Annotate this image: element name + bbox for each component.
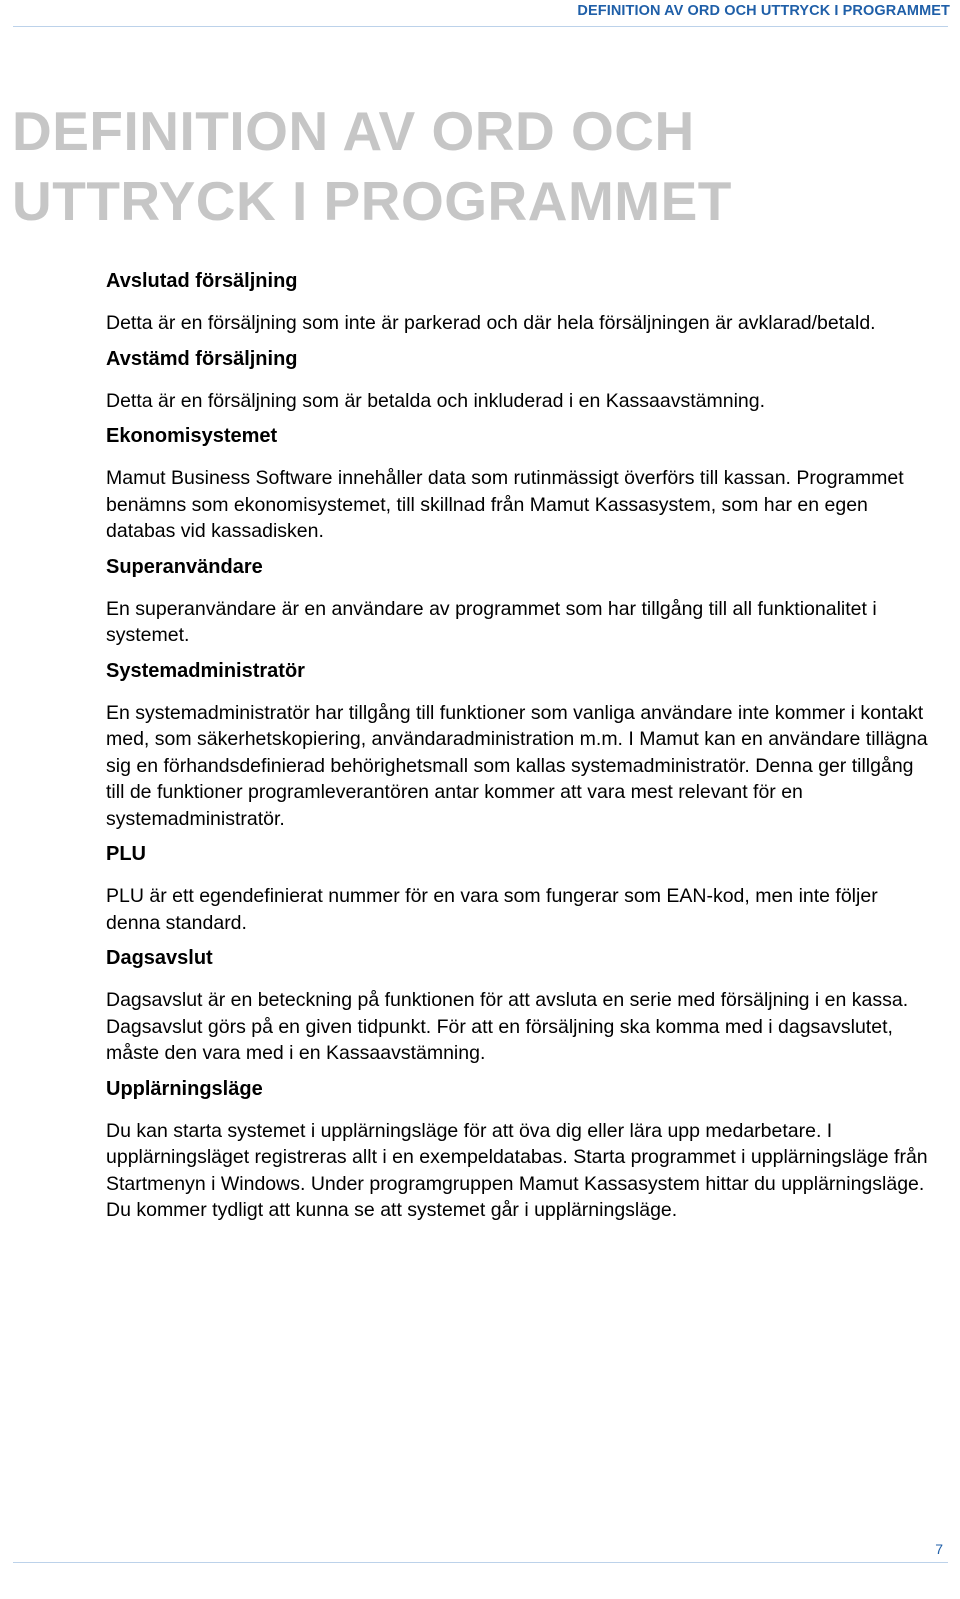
glossary-term: Superanvändare: [106, 555, 263, 578]
glossary-entry-avstamd-forsaljning: [106, 346, 936, 415]
glossary-term: Avslutad försäljning: [106, 270, 298, 292]
glossary-term: Ekonomisystemet: [106, 425, 278, 447]
glossary-entry-plu: [106, 841, 936, 936]
glossary-term: Upplärningsläge: [106, 1077, 263, 1100]
glossary-entry-systemadministrator: [106, 658, 936, 833]
glossary-list: [106, 268, 936, 1233]
footer-divider: [13, 1562, 948, 1563]
glossary-definition: Du kan starta systemet i upplärningsläge för att öva dig eller lära upp medarbetare. I upplärningsläget registreras allt i en exempeldatabas. Starta programmet i upplärningsläge från Startmenyn i Windows. Under programgruppen Mamut Kassasystem hittar du upplärningsläge. Du kommer tydligt att kunna se att systemet går i upplärningsläge.: [106, 1119, 928, 1221]
glossary-entry-ekonomisystemet: [106, 423, 936, 545]
header-divider: [13, 26, 948, 27]
chapter-title: DEFINITION AV ORD OCH UTTRYCK I PROGRAMMET: [12, 100, 732, 232]
glossary-entry-dagsavslut: [106, 945, 936, 1067]
glossary-definition: Dagsavslut är en beteckning på funktionen för att avsluta en serie med försäljning i en kassa. Dagsavslut görs på en given tidpunkt. För att en försäljning ska komma med i dagsavslutet, måste den vara med i en Kassaavstämning.: [106, 989, 909, 1064]
glossary-definition: En systemadministratör har tillgång till funktioner som vanliga användare inte kommer i kontakt med, som säkerhetskopiering, användaradministration m.m. I Mamut kan en användare tillägna sig en förhandsdefinierad behörighetsmall som kallas systemadministratör. Denna ger tillgång till de funktioner programleverantören antar kommer att vara mest relevant för en systemadministratör.: [106, 701, 928, 830]
page-number: 7: [935, 1541, 943, 1557]
glossary-definition: Detta är en försäljning som är betalda och inkluderad i en Kassaavstämning.: [106, 389, 766, 412]
glossary-definition: Mamut Business Software innehåller data som rutinmässigt överförs till kassan. Programmet benämns som ekonomisystemet, till skillnad från Mamut Kassasystem, som har en egen databas vid kassadisken.: [106, 467, 904, 542]
glossary-entry-avslutad-forsaljning: [106, 268, 936, 337]
glossary-term: PLU: [106, 843, 146, 865]
glossary-entry-upplarningslage: [106, 1076, 936, 1224]
glossary-term: Avstämd försäljning: [106, 347, 298, 370]
glossary-term: Dagsavslut: [106, 947, 213, 969]
glossary-definition: PLU är ett egendefinierat nummer för en vara som fungerar som EAN-kod, men inte följer denna standard.: [106, 885, 878, 934]
glossary-definition: Detta är en försäljning som inte är parkerad och där hela försäljningen är avklarad/betald.: [106, 312, 876, 334]
glossary-definition: En superanvändare är en användare av programmet som har tillgång till all funktionalitet i systemet.: [106, 597, 877, 646]
glossary-term: Systemadministratör: [106, 659, 305, 682]
glossary-entry-superanvandare: [106, 554, 936, 649]
running-header: DEFINITION AV ORD OCH UTTRYCK I PROGRAMMET: [577, 3, 950, 19]
